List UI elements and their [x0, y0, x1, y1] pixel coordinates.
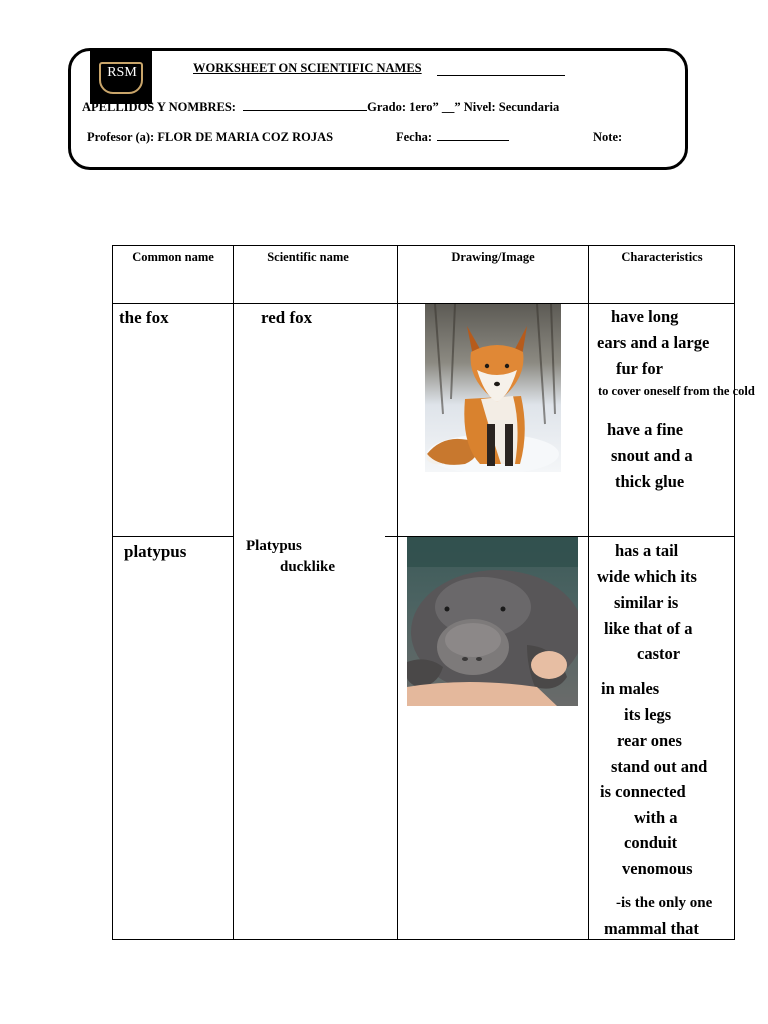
platypus-characteristic: like that of a: [604, 619, 693, 638]
platypus-characteristic: similar is: [614, 593, 679, 612]
platypus-illustration: [407, 537, 578, 706]
platypus-characteristic: castor: [637, 644, 681, 663]
grade-label: Grado: 1ero”: [367, 100, 439, 114]
fox-characteristic: thick glue: [615, 472, 685, 491]
date-label: Fecha:: [396, 130, 433, 144]
platypus-characteristic: mammal that: [604, 919, 699, 938]
column-divider: [588, 245, 589, 940]
name-label: APELLIDOS Y NOMBRES:: [82, 100, 236, 114]
worksheet-title: WORKSHEET ON SCIENTIFIC NAMES: [193, 61, 422, 75]
note-label: Note:: [593, 130, 623, 144]
fox-characteristic: snout and a: [611, 446, 693, 465]
column-header-characteristics: Characteristics: [621, 250, 703, 264]
grade-blank[interactable]: __: [441, 100, 455, 114]
fox-characteristic: ears and a large: [597, 333, 710, 352]
platypus-characteristic: -is the only one: [616, 895, 713, 911]
fox-characteristic: have long: [611, 307, 679, 326]
level-label: ” Nivel: Secundaria: [454, 100, 560, 114]
platypus-characteristic: conduit: [624, 833, 678, 852]
column-header-drawing-image: Drawing/Image: [451, 250, 535, 264]
platypus-characteristic: rear ones: [617, 731, 682, 750]
title-underline: [437, 75, 565, 76]
scientific-name-fox: red fox: [261, 308, 313, 327]
common-name-platypus: platypus: [124, 542, 187, 561]
teacher-label: Profesor (a): FLOR DE MARIA COZ ROJAS: [87, 130, 334, 144]
fox-photo: [425, 304, 561, 472]
scientific-name-platypus: Platypus: [246, 538, 302, 554]
fox-characteristic: to cover oneself from the cold: [598, 384, 755, 398]
platypus-characteristic: has a tail: [615, 541, 679, 560]
date-field[interactable]: [437, 140, 509, 141]
name-field[interactable]: [243, 110, 367, 111]
school-logo: [90, 50, 152, 104]
common-name-fox: the fox: [119, 308, 169, 327]
scientific-name-platypus: ducklike: [280, 559, 336, 575]
fox-characteristic: have a fine: [607, 420, 684, 439]
name-row: [82, 100, 559, 115]
platypus-characteristic: its legs: [624, 705, 672, 724]
platypus-characteristic: is connected: [600, 782, 686, 801]
column-divider: [397, 245, 398, 940]
date-row: [396, 130, 509, 145]
fox-characteristic: fur for: [616, 359, 663, 378]
fox-illustration: [425, 304, 561, 472]
column-divider: [233, 245, 234, 940]
platypus-characteristic: in males: [601, 679, 660, 698]
row-divider: [112, 536, 234, 537]
platypus-characteristic: venomous: [622, 859, 693, 878]
platypus-characteristic: with a: [634, 808, 678, 827]
column-header-common-name: Common name: [132, 250, 214, 264]
column-header-scientific-name: Scientific name: [267, 250, 349, 264]
platypus-characteristic: stand out and: [611, 757, 708, 776]
platypus-photo: [407, 537, 578, 706]
logo-text: RSM: [107, 65, 137, 80]
platypus-characteristic: wide which its: [597, 567, 697, 586]
